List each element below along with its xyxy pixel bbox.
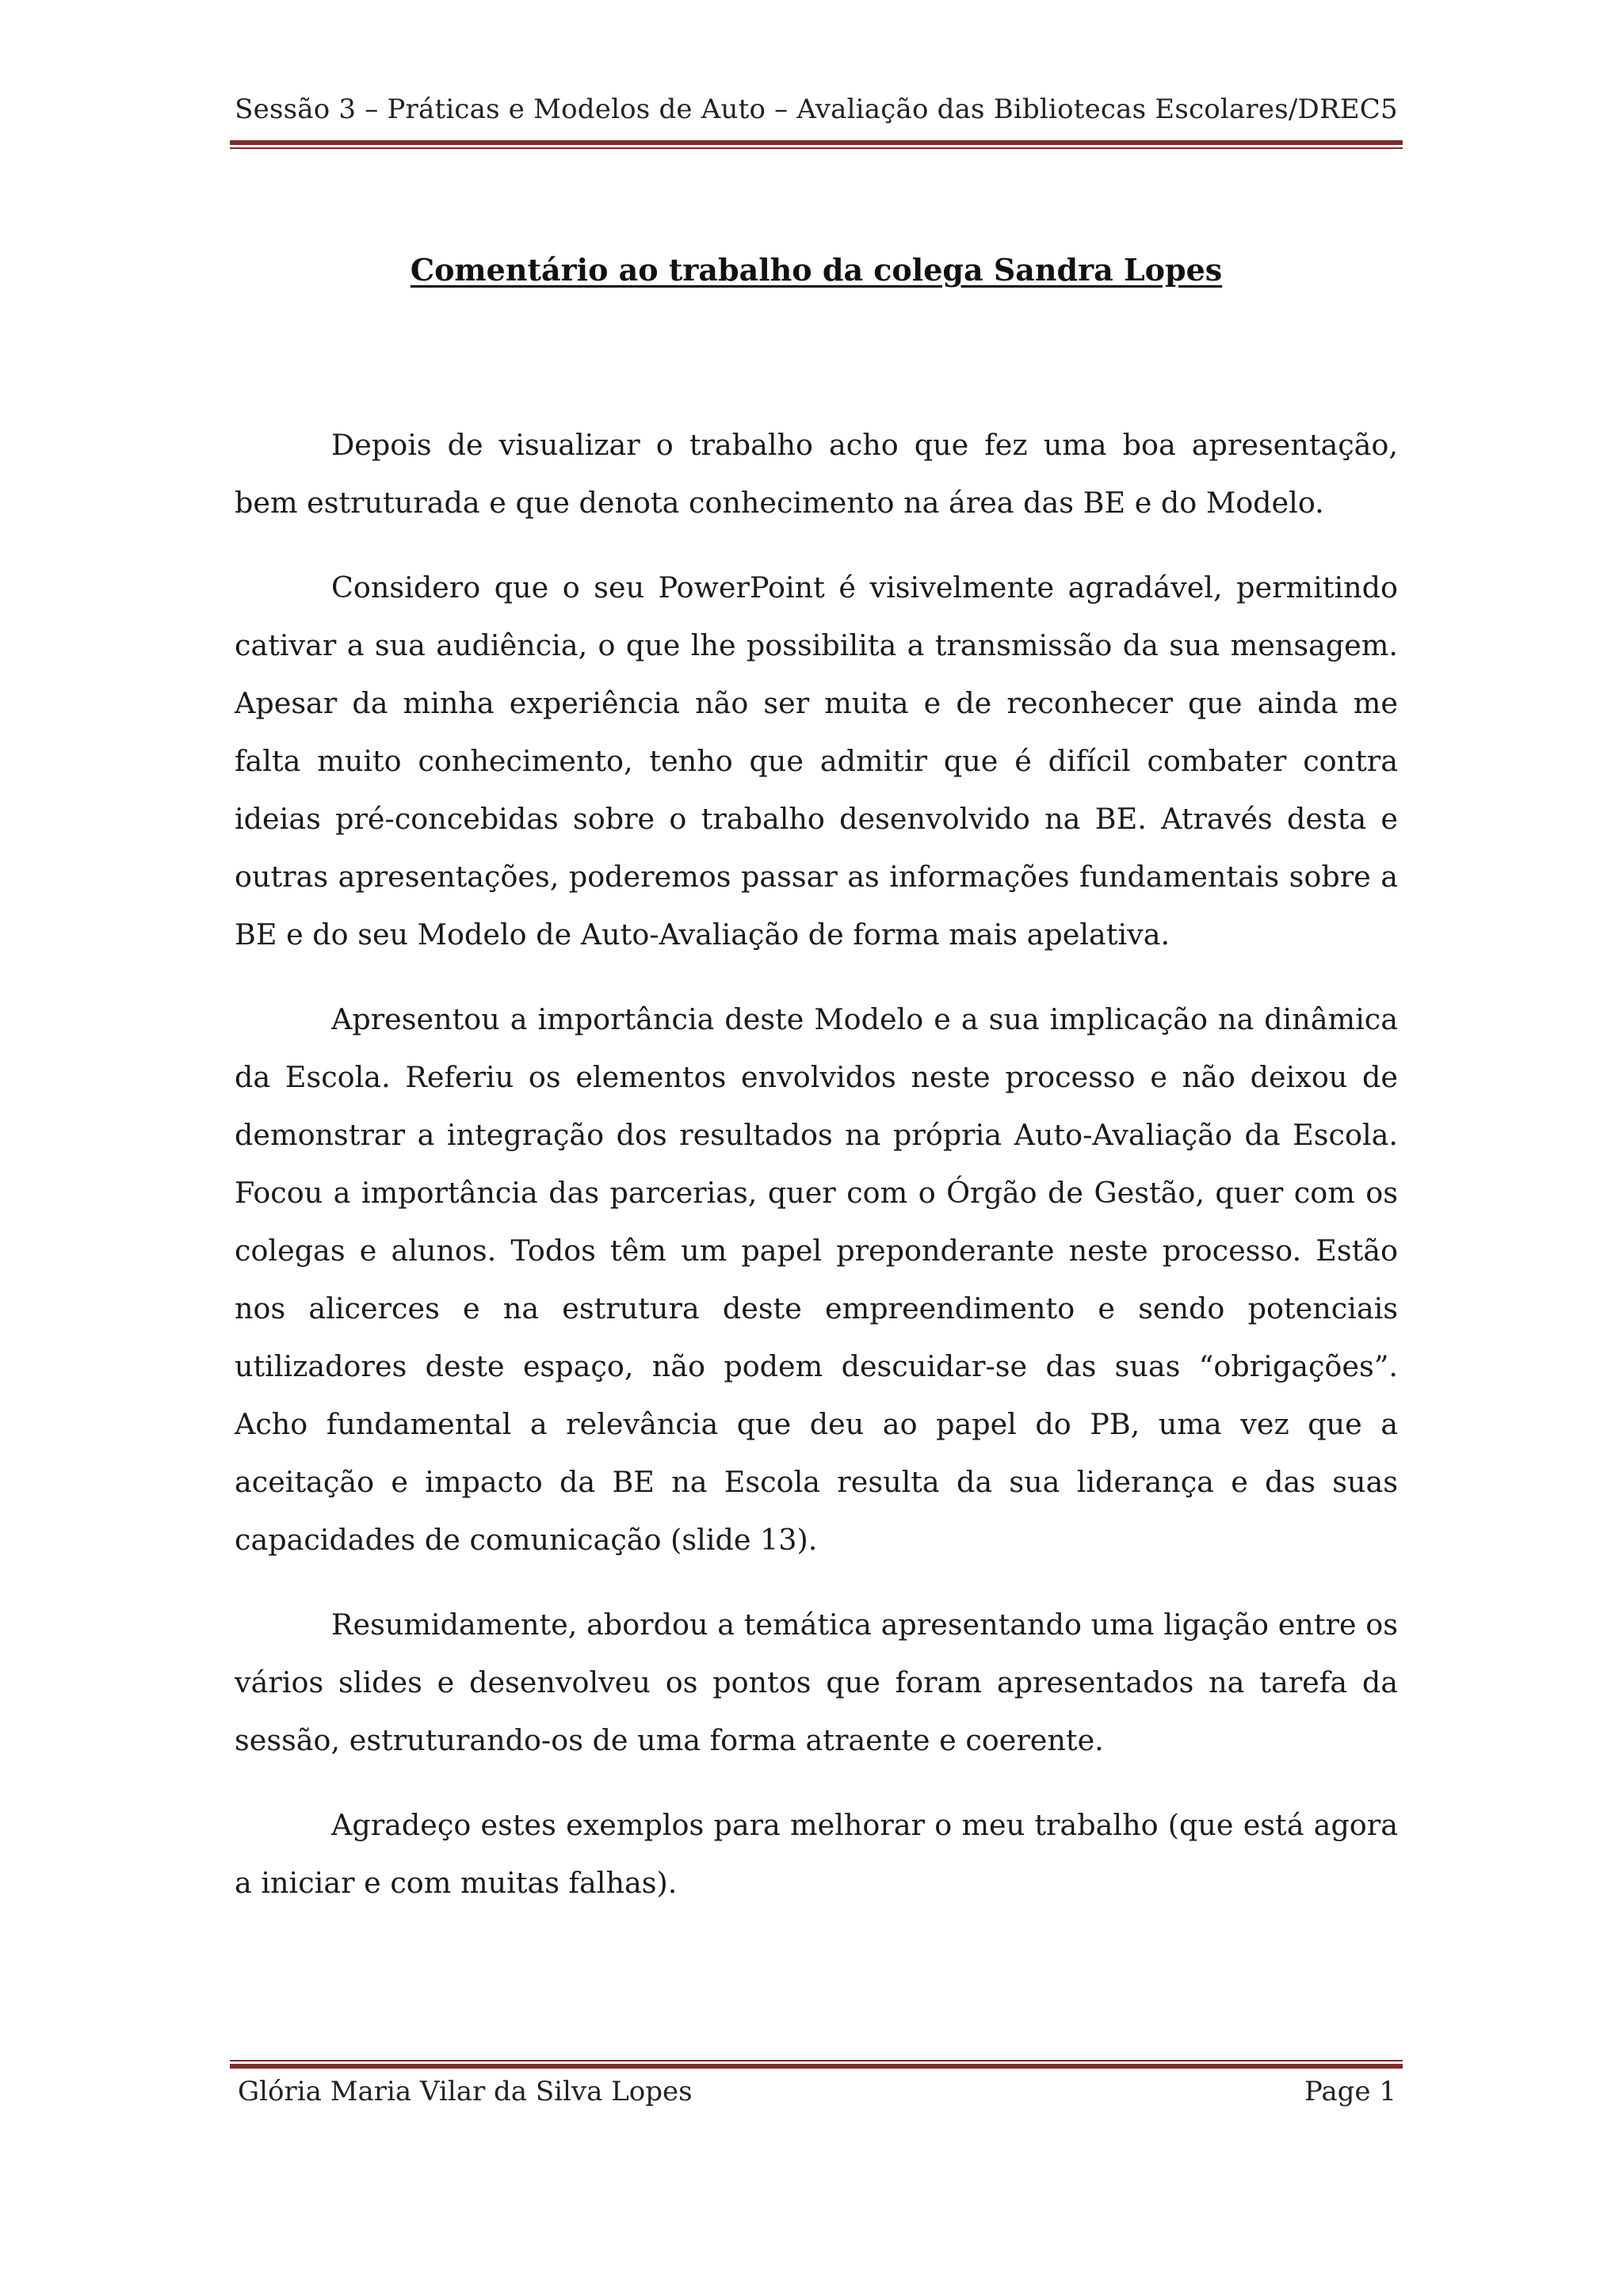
paragraph: Agradeço estes exemplos para melhorar o meu trabalho (que está agora a iniciar e com muitas falhas). [235, 1808, 1398, 1900]
running-header: Sessão 3 – Práticas e Modelos de Auto – Avaliação das Bibliotecas Escolares/DREC5 [235, 93, 1398, 125]
paragraph: Considero que o seu PowerPoint é visivelmente agradável, permitindo cativar a sua audiência, o que lhe possibilita a transmissão da sua mensagem. Apesar da minha experiência não ser muita e de reconhecer que ainda me falta muito conhecimento, tenho que admitir que é difícil combater contra ideias pré-concebidas sobre o trabalho desenvolvido na BE. Através desta e outras apresentações, poderemos passar as informações fundamentais sobre a BE e do seu Modelo de Auto-Avaliação de forma mais apelativa. [235, 570, 1398, 952]
footer-rule [230, 2060, 1403, 2069]
paragraph: Apresentou a importância deste Modelo e a sua implicação na dinâmica da Escola. Referiu os elementos envolvidos neste processo e não deixou de demonstrar a integração dos resultados na própria Auto-Avaliação da Escola. Focou a importância das parcerias, quer com o Órgão de Gestão, quer com os colegas e alunos. Todos têm um papel preponderante neste processo. Estão nos alicerces e na estrutura deste empreendimento e sendo potenciais utilizadores deste espaço, não podem descuidar-se das suas “obrigações”. Acho fundamental a relevância que deu ao papel do PB, uma vez que a aceitação e impacto da BE na Escola resulta da sua liderança e das suas capacidades de comunicação (slide 13). [235, 1002, 1398, 1557]
document-title: Comentário ao trabalho da colega Sandra Lopes [410, 252, 1223, 288]
paragraph: Depois de visualizar o trabalho acho que fez uma boa apresentação, bem estruturada e que denota conhecimento na área das BE e do Modelo. [235, 428, 1398, 520]
running-footer [238, 2076, 1396, 2107]
header-rule [230, 140, 1403, 149]
document-body [235, 416, 1398, 1939]
page-number: Page 1 [1304, 2076, 1396, 2107]
paragraph: Resumidamente, abordou a temática apresentando uma ligação entre os vários slides e desenvolveu os pontos que foram apresentados na tarefa da sessão, estruturando-os de uma forma atraente e coerente. [235, 1608, 1398, 1757]
footer-author: Glória Maria Vilar da Silva Lopes [238, 2076, 693, 2107]
